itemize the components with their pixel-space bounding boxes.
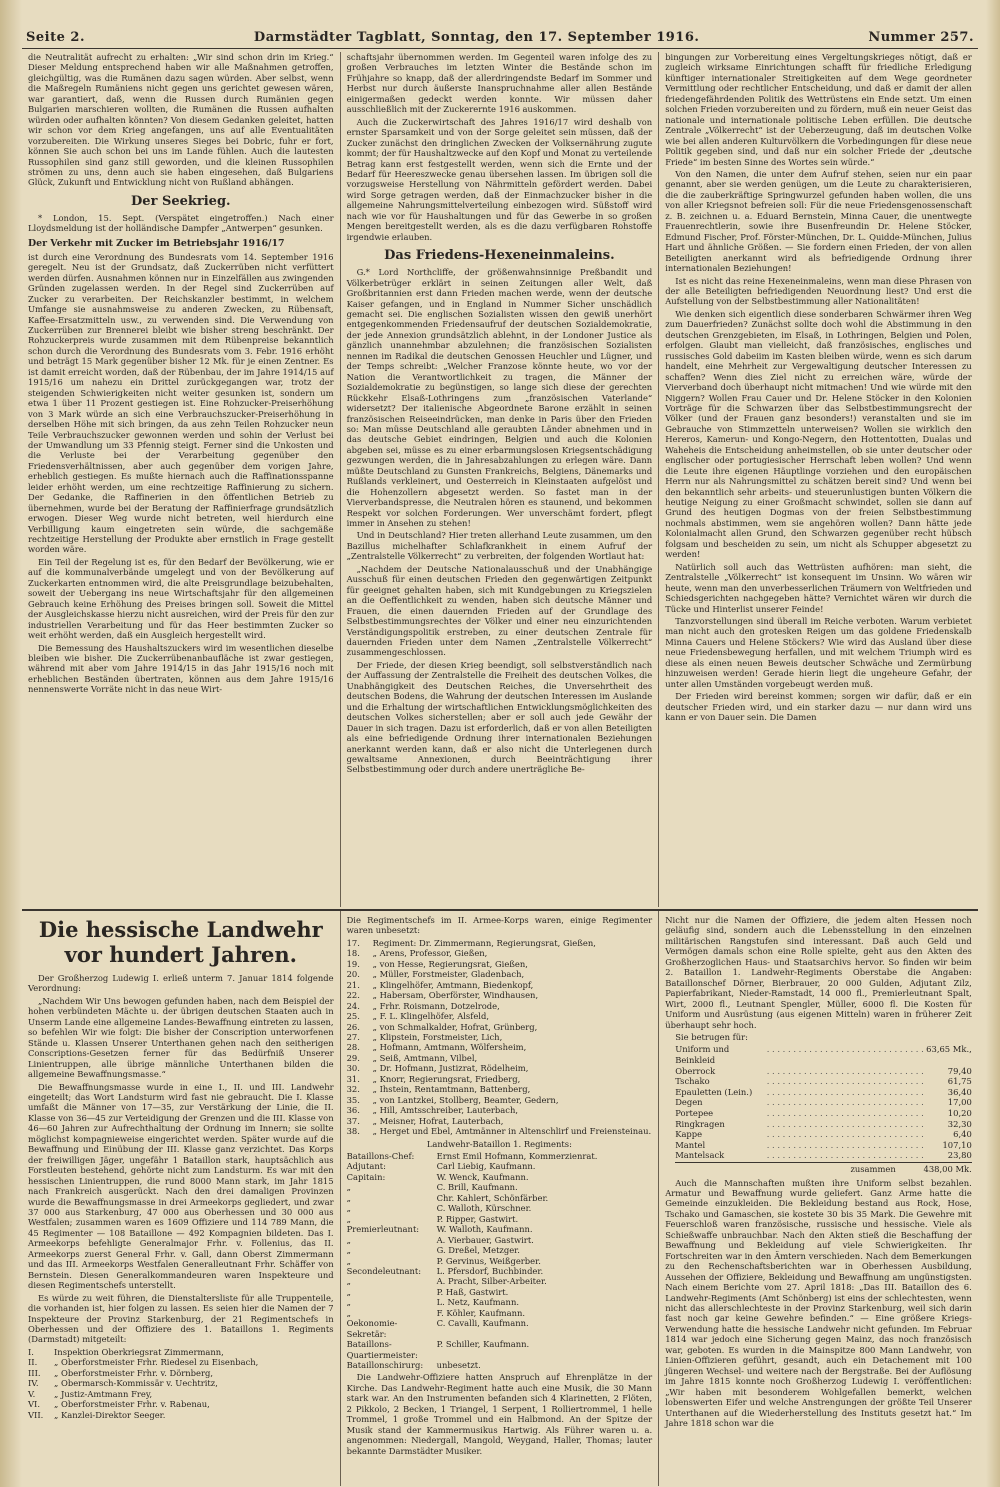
list-item-key: „ (346, 1213, 351, 1224)
list-item-value: P. Schiller, Kaufmann. (436, 1339, 530, 1350)
cost-row (675, 1119, 972, 1130)
list-item (347, 1287, 653, 1297)
list-item-value: Ernst Emil Hofmann, Kommerzienrat. (436, 1150, 598, 1161)
list-item-value: „ Meisner, Hofrat, Lauterbach, (372, 1115, 504, 1126)
list-item-value: „ Klipstein, Forstmeister, Lich, (372, 1031, 503, 1042)
list-item-value: „ F. L. Klingelhöfer, Alsfeld, (372, 1011, 489, 1022)
list-item-value: C. Brill, Kaufmann. (436, 1182, 518, 1193)
cost-value: 10,20 (947, 1108, 972, 1118)
cost-row (675, 1044, 972, 1065)
list-item-value: G. Dreßel, Metzger. (436, 1245, 520, 1256)
list-item (347, 1074, 653, 1084)
list-item (347, 1126, 653, 1136)
cost-value: 36,40 (947, 1086, 972, 1097)
article-text: ist durch eine Verordnung des Bundesrats vom 14. September 1916 geregelt. Neu ist der Grundsatz, daß Zuckerrüben nicht verfüttert werden dürfen. Ausnahmen können nur in Einzelfällen aus zwingenden Gründen zugelassen werden. In der Regel sind Zuckerrüben auf Zucker zu verarbeiten. Der Reichskanzler bestimmt, in welchem Umfange sie ausnahmsweise zu anderen Zwecken, zu Rübensaft, Kaffee-Ersatzmitteln usw., zu verwenden sind. Die Verwendung von Zuckerrüben zur Brennerei bleibt wie bisher streng beschränkt. Der Rohzuckerpreis wurde zusammen mit dem Rübenpreise bekanntlich schon durch die Verordnung des Bundesrats vom 3. Febr. 1916 erhöht und beträgt 15 Mark gegenüber bisher 12 Mk. für je einen Zentner. Es ist damit erreicht worden, daß der Rübenbau, der im Jahre 1914/15 auf 1915/16 um nahezu ein Drittel zurückgegangen war, trotz der steigenden Schwierigkeiten nicht weiter gesunken ist, sondern um etwa 1 über 11 Prozent gestiegen ist. Eine Rohzucker-Preiserhöhung von 3 Mark würde an sich eine Verbrauchszucker-Preiserhöhung in derselben Höhe mit sich bringen, da aus zehn Teilen Rohzucker neun Teile Verbrauchszucker gewonnen werden und sohin der Verlust bei der Umwandlung um 33 Pfennig steigt. Ferner sind die Unkosten und die Verluste bei der Verarbeitung gegenüber den Friedensverhältnissen, aber auch gegenüber dem vorigen Jahre, erheblich gestiegen. Es mußte hiernach auch die Raffinationsspanne leider erhöht werden, um eine rechtzeitige Raffinierung zu sichern. Der Gedanke, die Raffinerien in den öffentlichen Betrieb zu übernehmen, wurde bei der Beratung der Raffinierfrage grundsätzlich erwogen. Dieser Weg wurde nicht betreten, weil hierdurch eine Verbilligung kaum eingetreten sein würde, die sachgemäße rechtzeitige Herstellung der Produkte aber ernstlich in Frage gestellt worden wäre. (28, 251, 334, 555)
list-item-value: C. Walloth, Kürschner. (436, 1203, 532, 1214)
list-item-value: „ Müller, Forstmeister, Gladenbach, (372, 969, 525, 980)
list-item (347, 948, 653, 958)
list-item (347, 1063, 653, 1073)
list-item-value: „ von Schmalkalder, Hofrat, Grünberg, (372, 1021, 538, 1032)
cost-total-value: 438,00 Mk. (923, 1163, 972, 1174)
newspaper-title-date: Darmstädter Tagblatt, Sonntag, den 17. September 1916. (253, 30, 700, 45)
article-text: schaftsjahr übernommen werden. Im Gegenteil waren infolge des zu großen Verbrauches im letzten Winter die Bestände schon im Frühjahre so knapp, daß der allerdringendste Bedarf im Sommer und Herbst nur durch äußerste Inanspruchnahme aller allen Bestände einigermaßen gedeckt werden konnte. Wir müssen daher ausschließlich mit der Zuckerernte 1916 auskommen. (346, 52, 653, 115)
list-item-value: Regiment: Dr. Zimmermann, Regierungsrat, Gießen, (372, 937, 596, 948)
list-item-value: „ Oberforstmeister Frhr. v. Dörnberg, (54, 1367, 214, 1378)
list-item-key: 29. (346, 1052, 360, 1063)
officer-list (347, 1151, 653, 1371)
list-item-value: L. Pfersdorf, Buchbinder. (436, 1265, 544, 1276)
list-item-key: III. (28, 1367, 41, 1378)
list-item-key: 38. (346, 1126, 360, 1137)
list-item-key: 37. (346, 1115, 360, 1126)
list-item (347, 1042, 653, 1052)
list-item (347, 1032, 653, 1042)
list-item-key: 20. (346, 969, 360, 980)
list-item (28, 1410, 334, 1420)
article-text: „Nachdem der Deutsche Nationalausschuß und der Unabhängige Ausschuß für einen deutschen Frieden den gegenwärtigen Zeitpunkt für geeignet gehalten haben, sich mit Kundgebungen zu Kriegszielen an die Oeffentlichkeit zu wenden, haben sich deutsche Männer und Frauen, die einen dauernden Frieden auf der Grundlage des Selbstbestimmungsrechtes der Völker und einer neu einzurichtenden Verständigungspolitik erstreben, zu einer deutschen Zentrale für dauernden Frieden unter dem Namen „Zentralstelle Völkerrecht“ zusammengeschlossen. (346, 563, 653, 658)
list-item-value: „ Knorr, Regierungsrat, Friedberg, (372, 1073, 521, 1084)
article-text: die Neutralität aufrecht zu erhalten: „Wir sind schon drin im Krieg.“ Dieser Meldung entsprechend haben wir alle Maßnahmen getroffen, gleichgültig, was die Rumänen dazu sagen würden. Aber selbst, wenn die Maßregeln Rumäniens nicht gegen uns gerichtet gewesen wären, war garantiert, daß, wenn die Russen durch Rumänien gegen Bulgarien marschieren wollten, die Rumänen die Russen aufhalten würden oder aufhalten könnten? Von diesem Gedanken geleitet, hatten wir schon vor dem Krieg angefangen, uns auf alle Eventualitäten vorzubereiten. Die Wirkung unseres Sieges bei Dobric, fuhr er fort, können Sie auch schon bei uns im Lande fühlen. Auch die lautesten Russophilen sind ganz still geworden, und die kleinen Russophilen strömen zu uns, denn auch sie haben eingesehen, daß Bulgariens Glück, Zukunft und Entwicklung nicht von Rußland abhängen. (28, 52, 334, 188)
article-text: G.* Lord Northcliffe, der größenwahnsinnige Preßbandit und Völkerbetrüger erklärt in seinen Zeitungen aller Welt, daß Großbritannien erst dann Frieden machen werde, wenn der deutsche Kaiser gefangen, und in England in Nummer Sicher unschädlich gemacht sei. Die englischen Sozialisten wissen den gewiß unerhört entgegenkommenden Friedensaufruf der deutschen Sozialdemokratie, der jede Annexion grundsätzlich ablehnt, in der Londoner Justice als gänzlich unannehmbar abzulehnen; die französischen Sozialisten nennen im Radikal die deutschen Genossen Heuchler und Lügner, und der Temps schreibt: „Welcher Franzose könnte heute, wo vor der Nation die Verantwortlichkeit zu tragen, die Männer der Sozialdemokratie zu begünstigen, so lange sich diese der gerechten Rückkehr Elsaß-Lothringens zum „französischen Vaterlande“ widersetzt? Der italienische Abgeordnete Barone erzählt in seinen französischen Reiseeindrücken, man denke in Paris über den Frieden so: Man müsse Deutschland alle geraubten Länder abnehmen und in das deutsche Gebiet eindringen, Belgien und auch die Kolonien abgeben sei, müsse es zu einer erbarmungslosen Kriegsentschädigung gezwungen werden, die in Jahresabzahlungen zu erlegen wäre. Dann müßte Deutschland zu Gunsten Frankreichs, Belgiens, Dänemarks und Rußlands verkleinert, und Oesterreich in Kleinstaaten aufgelöst und die Hohenzollern abgesetzt werden. So fastet man in der Vierverbandspresse, die Neutralen hören es staunend, und bekommen Respekt vor solchen Forderungen. Wer unverschämt fordert, pflegt immer in Ansehen zu stehen! (346, 267, 653, 529)
list-item (347, 1011, 653, 1021)
dot-leader: . . . . . . . . . . . . . . . . . . . . . . . . . . . . . . (766, 1129, 924, 1140)
article-text: Nicht nur die Namen der Offiziere, die jedem alten Hessen noch geläufig sind, sondern auch die Lebensstellung in den einzelnen militärischen Rangstufen sind interessant. Daß auch Geld und Vermögen damals schon eine Rolle spielte, geht aus den Akten des Großherzoglichen Haus- und Staatsarchivs hervor. So finden wir beim 2. Bataillon 1. Landwehr-Regiments Oberstabe die Angaben: Bataillonschef Dörner, Bierbrauer, 20 000 Gulden, Adjutant Zilz, Papierfabrikant, Nieder-Ramstadt, 14 000 fl., Premierleutnant Spalt, Wirt, 2000 fl., Leutnant Spengler, Müller, 6000 fl. Die Kosten für Uniform und Ausrüstung (aus eigenen Mitteln) waren in früherer Zeit überhaupt sehr hoch. (665, 915, 972, 1030)
list-item (347, 1214, 653, 1224)
cost-item: Degen (675, 1097, 703, 1108)
inspection-list (28, 1347, 334, 1420)
list-item-key: Capitain: (346, 1171, 386, 1182)
cost-value: 23,80 (947, 1150, 972, 1161)
list-item-value: Inspektion Oberkriegsrat Zimmermann, (54, 1346, 224, 1357)
cost-value: 6,40 (953, 1129, 972, 1140)
list-item (347, 1256, 653, 1266)
headline-landwehr: Die hessische Landwehr vor hundert Jahren. (38, 917, 323, 967)
list-item-key: „ (346, 1245, 351, 1256)
list-item-key: „ (346, 1192, 351, 1203)
cost-row (675, 1087, 972, 1098)
list-item-key: 28. (346, 1042, 360, 1053)
dot-leader: . . . . . . . . . . . . . . . . . . . . . . . . . . . . . . (766, 1044, 924, 1055)
article-text: * London, 15. Sept. (Verspätet eingetroffen.) Nach einer Lloydsmeldung ist der holländische Dampfer „Antwerpen“ gesunken. (28, 212, 334, 234)
list-item-value: „ von Lantzkei, Stollberg, Beamter, Gedern, (372, 1094, 559, 1105)
list-item-key: IV. (28, 1378, 39, 1389)
landwehr-column-2 (341, 911, 660, 1486)
dot-leader: . . . . . . . . . . . . . . . . . . . . . . . . . . . . . . (766, 1139, 924, 1150)
list-item (347, 1203, 653, 1213)
cost-row (675, 1129, 972, 1140)
list-item (28, 1389, 334, 1399)
dot-leader: . . . . . . . . . . . . . . . . . . . . . . . . . . . . . . (766, 1108, 924, 1118)
cost-value: 79,40 (947, 1065, 972, 1076)
list-item-value: „ Hill, Amtsschreiber, Lauterbach, (372, 1105, 519, 1116)
list-item-key: 26. (346, 1021, 360, 1032)
list-item-key: VII. (28, 1409, 44, 1420)
cost-item: Mantel (675, 1139, 706, 1150)
list-item-value: Chr. Kahlert, Schönfärber. (436, 1192, 549, 1203)
list-item (347, 1053, 653, 1063)
list-item-key: „ (346, 1255, 351, 1266)
article-text: Die Bemessung des Haushaltszuckers wird im wesentlichen dieselbe bleiben wie bisher. Die Zuckerrübenanbaufläche ist zwar gestiegen, während mit aber vom Jahre 1914/15 in das Jahr 1915/16 noch mit erheblichen Beständen übertraten, können aus dem Jahre 1915/16 nennenswerte Vorräte nicht in das neue Wirt- (28, 642, 334, 695)
cost-item: Epauletten (Lein.) (675, 1086, 753, 1097)
list-item-value: „ Hofmann, Amtmann, Wölfersheim, (372, 1042, 527, 1053)
list-item-value: P. Gervinus, Weißgerber. (436, 1255, 541, 1266)
list-item-key: Premierleutnant: (346, 1224, 420, 1235)
list-item (347, 1224, 653, 1234)
list-item-key: Secondeleutnant: (346, 1265, 422, 1276)
list-item (28, 1357, 334, 1367)
list-item-value: A. Pracht, Silber-Arbeiter. (436, 1276, 547, 1287)
landwehr-column-1 (22, 911, 341, 1486)
article-text: Sie betrugen für: (675, 1031, 748, 1042)
article-text: „Nachdem Wir Uns bewogen gefunden haben, nach dem Beispiel der hohen verbündeten Mächte u. der übrigen deutschen Staaten auch in Unserm Lande eine allgemeine Landes-Bewaffnung eintreten zu lassen, so befehlen Wir wie folgt: Die bisher der Conscription unterworfenen Stände u. Klassen Unserer Unterthanen gehen nach den seitherigen Conscriptions-Gesetzen ferner für das Bedürfniß Unserer Linientruppen, alle übrige männliche Unterthanen bilden die allgemeine Bewaffnungsmasse.“ (28, 995, 334, 1080)
list-item (347, 1360, 653, 1370)
list-item (347, 959, 653, 969)
list-item (347, 1161, 653, 1171)
article-text: Es würde zu weit führen, die Dienstaltersliste für alle Truppenteile, die vorhanden ist, hier folgen zu lassen. Es seien hier die Namen der 7 Inspekteure der Provinz Starkenburg, der 21 Regimentschefs in Oberhessen und der Offiziere des 1. Bataillons 1. Regiments (Darmstadt) mitgeteilt: (28, 1292, 334, 1345)
list-item-key: Bataillonschirurg: (346, 1360, 424, 1371)
list-item (347, 980, 653, 990)
list-item (28, 1399, 334, 1409)
cost-value: 17,00 (947, 1097, 972, 1108)
list-item-key: „ (346, 1297, 351, 1308)
cost-item: Kappe (675, 1129, 703, 1140)
list-item-value: A. Vierbauer, Gastwirt. (436, 1234, 534, 1245)
cost-item: Uniform und Beinkleid (675, 1044, 730, 1066)
list-item-key: 32. (346, 1084, 360, 1095)
cost-item: Portepee (675, 1108, 714, 1118)
list-item-key: 30. (346, 1063, 360, 1074)
list-item (347, 1105, 653, 1115)
list-item-key: „ (346, 1182, 351, 1193)
headline-hexeneinmaleins: Das Friedens-Hexeneinmaleins. (384, 248, 615, 264)
list-item-key: „ (346, 1286, 351, 1297)
top-section (22, 52, 978, 907)
list-item (28, 1368, 334, 1378)
list-item-key: 19. (346, 958, 360, 969)
list-item (347, 1116, 653, 1126)
list-item-value: „ Ihstein, Rentamtmann, Battenberg, (372, 1084, 531, 1095)
cost-row (675, 1097, 972, 1108)
page-edge-shadow (986, 0, 1000, 1487)
list-item (347, 1095, 653, 1105)
article-text: bingungen zur Vorbereitung eines Vergeltungskrieges nötigt, daß er zugleich wirksame Einrichtungen schafft für friedliche Erledigung künftiger internationaler Streitigkeiten auf dem Wege geordneter Vermittlung oder rechtlicher Entscheidung, und daß er damit der allen friedengefährdenden Politik des Wettrüstens ein Ende setzt. Um einen solchen Frieden vorzubereiten und zu fördern, muß ein neuer Geist das nationale und internationale politische Leben erfüllen. Die deutsche Zentrale „Völkerrecht“ ist der Ueberzeugung, daß im deutschen Volke wie bei allen anderen Kulturvölkern die Vorbedingungen für diese neue Politik gegeben sind, und daß nur ein solcher Friede der „deutsche Friede“ im besten Sinne des Wortes sein würde.“ (665, 52, 972, 167)
dot-leader: . . . . . . . . . . . . . . . . . . . . . . . . . . . . . . (766, 1065, 924, 1076)
list-item (347, 1318, 653, 1339)
page-number: Seite 2. (26, 30, 85, 45)
article-text: Der Friede, der diesen Krieg beendigt, soll selbstverständlich nach der Auffassung der Zentralstelle die Freiheit des deutschen Volkes, die Unabhängigkeit des Deutschen Reiches, die Unversehrtheit des deutschen Bodens, die Wahrung der deutschen Interessen im Auslande und die Erhaltung der wirtschaftlichen Entwicklungsmöglichkeiten des deutschen Volkes sicherstellen; aber er soll auch jede Gewähr der Dauer in sich tragen. Dazu ist erforderlich, daß er von allen Beteiligten als eine befriedigende Ordnung ihrer internationalen Beziehungen anerkannt werden kann, daß er also nicht die Unterlegenen durch gewaltsame Annexionen, durch Beeinträchtigung ihrer Selbstbestimmung oder durch andere unerträgliche Be- (346, 659, 653, 775)
list-item (347, 1297, 653, 1307)
list-item-value: P. Ripper, Gastwirt. (436, 1213, 519, 1224)
list-item-key: „ (346, 1276, 351, 1287)
list-item-value: F. Köhler, Kaufmann. (436, 1307, 526, 1318)
article-text: Wie denken sich eigentlich diese sonderbaren Schwärmer ihren Weg zum Dauerfrieden? Zunächst sollte doch wohl die Abstimmung in den deutschen Grenzgebieten, im Elsaß, in Lothringen, Belgien und Polen, erfolgen. Glaubt man vielleicht, daß französisches, englisches und russisches Gold dabeiim im Kasten bleiben würde, wenn es sich darum handelt, eine Mehrheit zur Vergewaltigung deutscher Interessen zu schaffen? Wenn dies Ziel nicht zu erreichen wäre, würde der Vierverband doch überhaupt nicht mitmachen! Und wie würde mit den Niggern? Wollen Frau Cauer und Dr. Helene Stöcker in den Kolonien Vorträge für die Schwarzen über das Selbstbestimmungsrecht der Völker (und der Frauen ganz besonders!) veranstalten und sie im Gebrauche von Stimmzetteln unterweisen? Wollen sie wirklich den Hereros, Kamerun- und Kongo-Negern, den Hottentotten, Dualas und Waheheis die Entscheidung anheimstellen, ob sie unter deutscher oder englischer oder portugiesischer Herrschaft leben wollen? Und wenn die Leute ihre eigenen Häuptlinge vorziehen und den europäischen Herrn nur als Nahrungsmittel zu schätzen bereit sind? Und wenn bei den bekanntlich sehr arbeits- und steuerunlustigen bunten Völkern die heutige Neigung zu einer Großmacht schwindet, sollen sie dann auf Grund des heutigen Dogmas von der freien Selbstbestimmung nochmals abstimmen, wem sie angehören wollen? Dann hätte jede Kolonialmacht allen Grund, den Schwarzen gegenüber recht hübsch folgsam und bescheiden zu sein, um nicht als Schupper abgesetzt zu werden! (665, 308, 972, 560)
list-item-key: I. (28, 1346, 34, 1357)
dot-leader: . . . . . . . . . . . . . . . . . . . . . . . . . . . . . . (766, 1118, 924, 1129)
cost-item: Mantelsack (675, 1150, 725, 1161)
cost-row (675, 1076, 972, 1087)
cost-item: Ringkragen (675, 1118, 725, 1129)
list-item-key: 18. (346, 948, 360, 959)
list-item (347, 969, 653, 979)
list-item-key: 36. (346, 1105, 360, 1116)
list-item-value: „ von Hesse, Regierungsrat, Gießen, (372, 958, 528, 969)
headline-zucker: Der Verkehr mit Zucker im Betriebsjahr 1916/17 (28, 237, 285, 249)
list-item (347, 1193, 653, 1203)
cost-row (675, 1150, 972, 1161)
article-text: Die Regimentschefs im II. Armee-Korps waren, einige Regimenter waren unbesetzt: (346, 915, 653, 936)
issue-number: Nummer 257. (868, 30, 974, 45)
article-text: Ist es nicht das reine Hexeneinmaleins, wenn man diese Phrasen von der alle Beteiligten befriedigenden Neuordnung liest? Und erst die Aufstellung von der Selbstbestimmung aller Nationalitäten! (665, 275, 972, 307)
list-item (347, 1151, 653, 1161)
list-item-key: VI. (28, 1399, 41, 1410)
list-item-value: P. Haß, Gastwirt. (436, 1286, 509, 1297)
list-item-value: W. Walloth, Kaufmann. (436, 1224, 533, 1235)
list-item-key: 17. (346, 937, 360, 948)
article-text: Auch die Zuckerwirtschaft des Jahres 1916/17 wird deshalb von ernster Sparsamkeit und von der Sorge geleitet sein müssen, daß der Zucker zunächst den dringlichen Zwecken der Volksernährung zugute kommt; der für Haushaltzwecke auf den Kopf und Monat zu verteilende Betrag kann erst festgestellt werden, wenn sich die Ernte und der Bedarf für Heereszwecke genau übersehen lassen. Im übrigen soll die vorzugsweise Herstellung von Nährmitteln gefördert werden. Dabei wird Sorge getragen werden, daß der Einmachzucker bisher in die allgemeine Nahrungsmittelverteilung einbezogen wird. Süßstoff wird nach wie vor für Haushaltungen und für das Gewerbe in so großen Mengen bereitgestellt werden, als es die dazu verfügbaren Rohstoffe irgendwie erlauben. (346, 116, 653, 242)
cost-value: 32,30 (947, 1118, 972, 1129)
article-text: Der Frieden wird bereinst kommen; sorgen wir dafür, daß er ein deutscher Frieden wird, und ein starker dazu — nur dann wird uns kann er von Dauer sein. Die Damen (665, 691, 972, 723)
cost-value: 63,65 Mk., (926, 1044, 972, 1055)
list-item-value: „ Seiß, Amtmann, Vilbel, (372, 1052, 478, 1063)
list-item-key: 31. (346, 1073, 360, 1084)
page-edge-shadow (0, 0, 22, 1487)
list-item-key: 25. (346, 1011, 360, 1022)
cost-value: 107,10 (942, 1139, 972, 1150)
cost-row (675, 1108, 972, 1119)
list-item-key: „ (346, 1203, 351, 1214)
article-text: Tanzvorstellungen sind überall im Reiche verboten. Warum verbietet man nicht auch den grotesken Reigen um das goldene Friedenskalb Minna Cauers und Helene Stöckers? Wie wird das Ausland über diese neue Friedensbewegung herfallen, und mit welchem Triumph wird es diese als einen neuen Beweis deutscher Schwäche und Zermürbung hinzuweisen werden! Gerade hierin liegt die ungeheure Gefahr, der unter allen Umständen vorgebeugt werden muß. (665, 616, 972, 689)
list-item-value: „ Arens, Professor, Gießen, (372, 948, 488, 959)
list-item-value: „ Dr. Hofmann, Justizrat, Rödelheim, (372, 1063, 529, 1074)
list-item (347, 990, 653, 1000)
list-item-key: Adjutant: (346, 1161, 386, 1172)
list-item-key: „ (346, 1234, 351, 1245)
list-item-value: „ Oberforstmeister Frhr. v. Rabenau, (54, 1399, 210, 1410)
list-item-value: „ Justiz-Amtmann Frey, (54, 1388, 153, 1399)
list-item-value: W. Wenck, Kaufmann. (436, 1171, 529, 1182)
dot-leader: . . . . . . . . . . . . . . . . . . . . . . . . . . . . . . (766, 1086, 924, 1097)
list-item-value: „ Herget und Ebel, Amtmänner in Altenschlirf und Freiensteinau. (372, 1126, 652, 1137)
list-item (347, 1084, 653, 1094)
article-text: Natürlich soll auch das Wettrüsten aufhören: man sieht, die Zentralstelle „Völkerrecht“ ist konsequent im Unsinn. Wo wären wir heute, wenn man den unverbesserlichen Träumern von Weltfrieden und Schiedsgerichten nachgegeben hätte? Vernichtet wären wir durch die Tücke und Hinterlist unserer Feinde! (665, 561, 972, 614)
list-item-key: Bataillons-Quartiermeister: (346, 1339, 418, 1360)
list-item (347, 1339, 653, 1360)
headline-seekrieg: Der Seekrieg. (131, 193, 231, 209)
list-item-value: L. Netz, Kaufmann. (436, 1297, 519, 1308)
list-item (347, 1001, 653, 1011)
cost-total-row (675, 1162, 972, 1175)
list-item (347, 1266, 653, 1276)
article-text: Von den Namen, die unter dem Aufruf stehen, seien nur ein paar genannt, aber sie werden genügen, um die Leute zu charakterisieren, die die zauberkräftige Springwurzel gefunden haben wollen, die uns von aller Kriegsnot befreien soll: Für die neue Friedensgenossenschaft z. B. zeichnen u. a. Eduard Bernstein, Minna Cauer, die unentwegte Frauenrechtlerin, sowie ihre Busenfreundin Dr. Helene Stöcker, Edmund Fischer, Prof. Förster-München, Dr. L. Quidde-München, Julius Hart und ähnliche Größen. — Sie fordern einen Frieden, der von allen Beteiligten anerkannt wird als befriedigende Ordnung ihrer internationalen Beziehungen! (665, 168, 972, 274)
dot-leader: . . . . . . . . . . . . . . . . . . . . . . . . . . . . . . (766, 1150, 924, 1161)
list-item-key: „ (346, 1307, 351, 1318)
article-text: Die Bewaffnungsmasse wurde in eine I., II. und III. Landwehr eingeteilt; das Wort Landsturm wird fast nie gebraucht. Die I. Klasse umfaßt die Männer von 17—35, zur Verstärkung der Linie, die II. Klasse von 36—45 zur Verteidigung der Grenzen und die III. Klasse von 46—60 Jahren zur Aufrechthaltung der Ordnung im Innern; sie sollte möglichst kompagnieweise eingerichtet werden. Später wurde auf die Bewaffnung und Einübung der III. Klasse ganz verzichtet. Das Korps der freiwilligen Jäger, ungefähr 1 Bataillon stark, hauptsächlich aus Forstleuten bestehend, gehörte nicht zum Landsturm. Es war mit den hessischen Linientruppen, die rund 8000 Mann stark, im Jahr 1815 nach Frankreich ausgerückt. Nach den drei damaligen Provinzen wurde die Bewaffnungsmasse in drei Armeekorps gegliedert, und zwar 37 000 aus Starkenburg, 47 000 aus Oberhessen und 30 000 aus Westfalen; zusammen waren es 1609 Offiziere und 114 789 Mann, die 45 Regimenter — 108 Bataillone — 492 Kompagnien bildeten. Das I. Armeekorps befehligte Generalmajor Frhr. v. Follenius, das II. Armeekorps zuerst General Frhr. v. Gall, dann Oberst Zimmermann und das III. Armeekorps Westfalen Generalleutnant Frhr. Schäffer von Bernstein. Diesen Generalkommandeuren waren Inspekteure und diesen Regimentschefs unterstellt. (28, 1081, 334, 1291)
list-item (28, 1347, 334, 1357)
dot-leader: . . . . . . . . . . . . . . . . . . . . . . . . . . . . . . (766, 1097, 924, 1108)
dot-leader: . . . . . . . . . . . . . . . . . . . . . . . . . . . . . . (766, 1076, 924, 1087)
cost-item: Oberrock (675, 1065, 716, 1076)
list-item-key: 21. (346, 979, 360, 990)
list-item (347, 1022, 653, 1032)
cost-table (675, 1044, 972, 1174)
column-3 (659, 52, 978, 907)
list-item (347, 1172, 653, 1182)
list-item-value: Carl Liebig, Kaufmann. (436, 1161, 536, 1172)
list-item-key: V. (28, 1388, 36, 1399)
list-item-value: „ Kanzlei-Direktor Seeger. (54, 1409, 166, 1420)
list-item-key: 35. (346, 1094, 360, 1105)
article-text: Der Großherzog Ludewig I. erließ unterm 7. Januar 1814 folgende Verordnung: (28, 973, 334, 994)
list-item-value: unbesetzt. (436, 1360, 481, 1371)
regiment-list (347, 938, 653, 1137)
cost-item: Tschako (675, 1076, 710, 1087)
subheading: Landwehr-Bataillon 1. Regiments: (426, 1138, 572, 1149)
cost-row (675, 1066, 972, 1077)
list-item-key: 24. (346, 1000, 360, 1011)
list-item-value: „ Obermarsch-Kommissär v. Uechtritz, (54, 1378, 218, 1389)
column-2 (341, 52, 660, 907)
list-item-key: Oekonomie-Sekretär: (346, 1318, 398, 1339)
list-item-key: Bataillons-Chef: (346, 1150, 415, 1161)
list-item (347, 938, 653, 948)
list-item-key: II. (28, 1357, 38, 1368)
list-item (347, 1245, 653, 1255)
cost-value: 61,75 (947, 1076, 972, 1087)
list-item-value: „ Habersam, Oberförster, Windhausen, (372, 990, 539, 1001)
cost-row (675, 1140, 972, 1151)
cost-total-label: zusammen (850, 1163, 896, 1174)
landwehr-section (22, 909, 978, 1486)
list-item (347, 1182, 653, 1192)
list-item-key: 27. (346, 1031, 360, 1042)
list-item (347, 1276, 653, 1286)
list-item (28, 1378, 334, 1388)
article-text: Ein Teil der Regelung ist es, für den Bedarf der Bevölkerung, wie er auf die kommunalverbände umgelegt und von der Bevölkerung auf Zuckerkarten entnommen wird, die alte Preisgrundlage beizubehalten, soweit der Uebergang ins neue Wirtschaftsjahr für den allgemeinen Gebrauch keine Erhöhung des Preises bringen soll. Soweit die Mittel der Ausgleichskasse hierzu nicht ausreichen, wird der Preis für den zur industriellen Verarbeitung und für das Heer bestimmten Zucker so weit erhöht werden, daß ein Ausgleich hergestellt wird. (28, 556, 334, 641)
column-1 (22, 52, 341, 907)
article-text: Auch die Mannschaften mußten ihre Uniform selbst bezahlen. Armatur und Bewaffnung wurde geliefert. Ganz Arme hatte die Gemeinde einzukleiden. Die Bekleidung bestand aus Rock, Hose, Tschako und Gamaschen, sie kostete 30 bis 35 Mark. Die Gewehre mit Feuerschloß waren französische, russische und hessische. Viele als Schießwaffe unbrauchbar. Nach den Akten stieß die Beschaffung der Bewaffnung und Bekleidung auf viele Schwierigkeiten. Ihr Fortschreiten war in den Ämtern verschieden. Nach dem Bemerkungen zu den Rechenschaftsberichten war in Oberhessen Ausbildung, Aussehen der Offiziere, Bekleidung und Bewaffnung am ungünstigsten. Nach einem Berichte vom 27. April 1818: „Das III. Bataillon des 6. Landwehr-Regiments (Amt Schönberg) ist eins der schlechtesten, wenn nicht das allerschlechteste in der Provinz Starkenburg, weil sich darin fast noch gar keine Gewehre befinden.“ — Eine größere Kriegs-Verwendung hatte die hessische Landwehr nicht gefunden. Im Februar 1814 war jedoch eine Sicherung gegen Mainz, das noch französisch war, geboten. Es wurden in die Mainspitze 800 Mann Landwehr, von Linien-Offizieren geführt, gesandt, auch ein Detachement mit 100 jüngeren Wechsel- und weitere nach der Bergstraße. Bei der Auflösung im Jahre 1815 konnte noch Großherzog Ludewig I. veröffentlichen: „Wir haben mit besonderem Wohlgefallen bemerkt, welchen lobenswerten Eifer und welche Anstrengungen der größte Teil Unserer Unterthanen auf die Wiederherstellung des Instituts gesetzt hat.“ Im Jahre 1818 schon war die (665, 1177, 972, 1428)
list-item-value: „ Oberforstmeister Frhr. Riedesel zu Eisenbach, (54, 1357, 259, 1368)
list-item-value: C. Cavalli, Kaufmann. (436, 1318, 529, 1329)
article-text: Die Landwehr-Offiziere hatten Anspruch auf Ehrenplätze in der Kirche. Das Landwehr-Regiment hatte auch eine Musik, die 30 Mann stark war. An den Instrumenten befanden sich 4 Klarinetten, 2 Flöten, 2 Pikkolo, 2 Becken, 1 Triangel, 1 Serpent, 1 Rolliertrommel, 1 helle Trommel, 1 große Trommel und ein Halbmond. An der Spitze der Musik stand der Kammermusikus Hartwig. Als Führer waren u. a. angenommen: Niedergall, Mangold, Weygand, Haller, Thomas; lauter bekannte Darmstädter Musiker. (346, 1372, 653, 1456)
list-item-value: „ Frhr. Roismann, Dotzelrode, (372, 1000, 500, 1011)
article-text: Und in Deutschland? Hier treten allerhand Leute zusammen, um den Bazillus michelhafter Schlafkrankheit in einem Aufruf der „Zentralstelle Völkerrecht“ zu verbreiten, der folgenden Wortlaut hat: (346, 530, 653, 562)
masthead (22, 30, 978, 49)
list-item-value: „ Klingelhöfer, Amtmann, Biedenkopf, (372, 979, 534, 990)
list-item-key: 22. (346, 990, 360, 1001)
list-item (347, 1235, 653, 1245)
landwehr-column-3 (659, 911, 978, 1486)
list-item (347, 1308, 653, 1318)
